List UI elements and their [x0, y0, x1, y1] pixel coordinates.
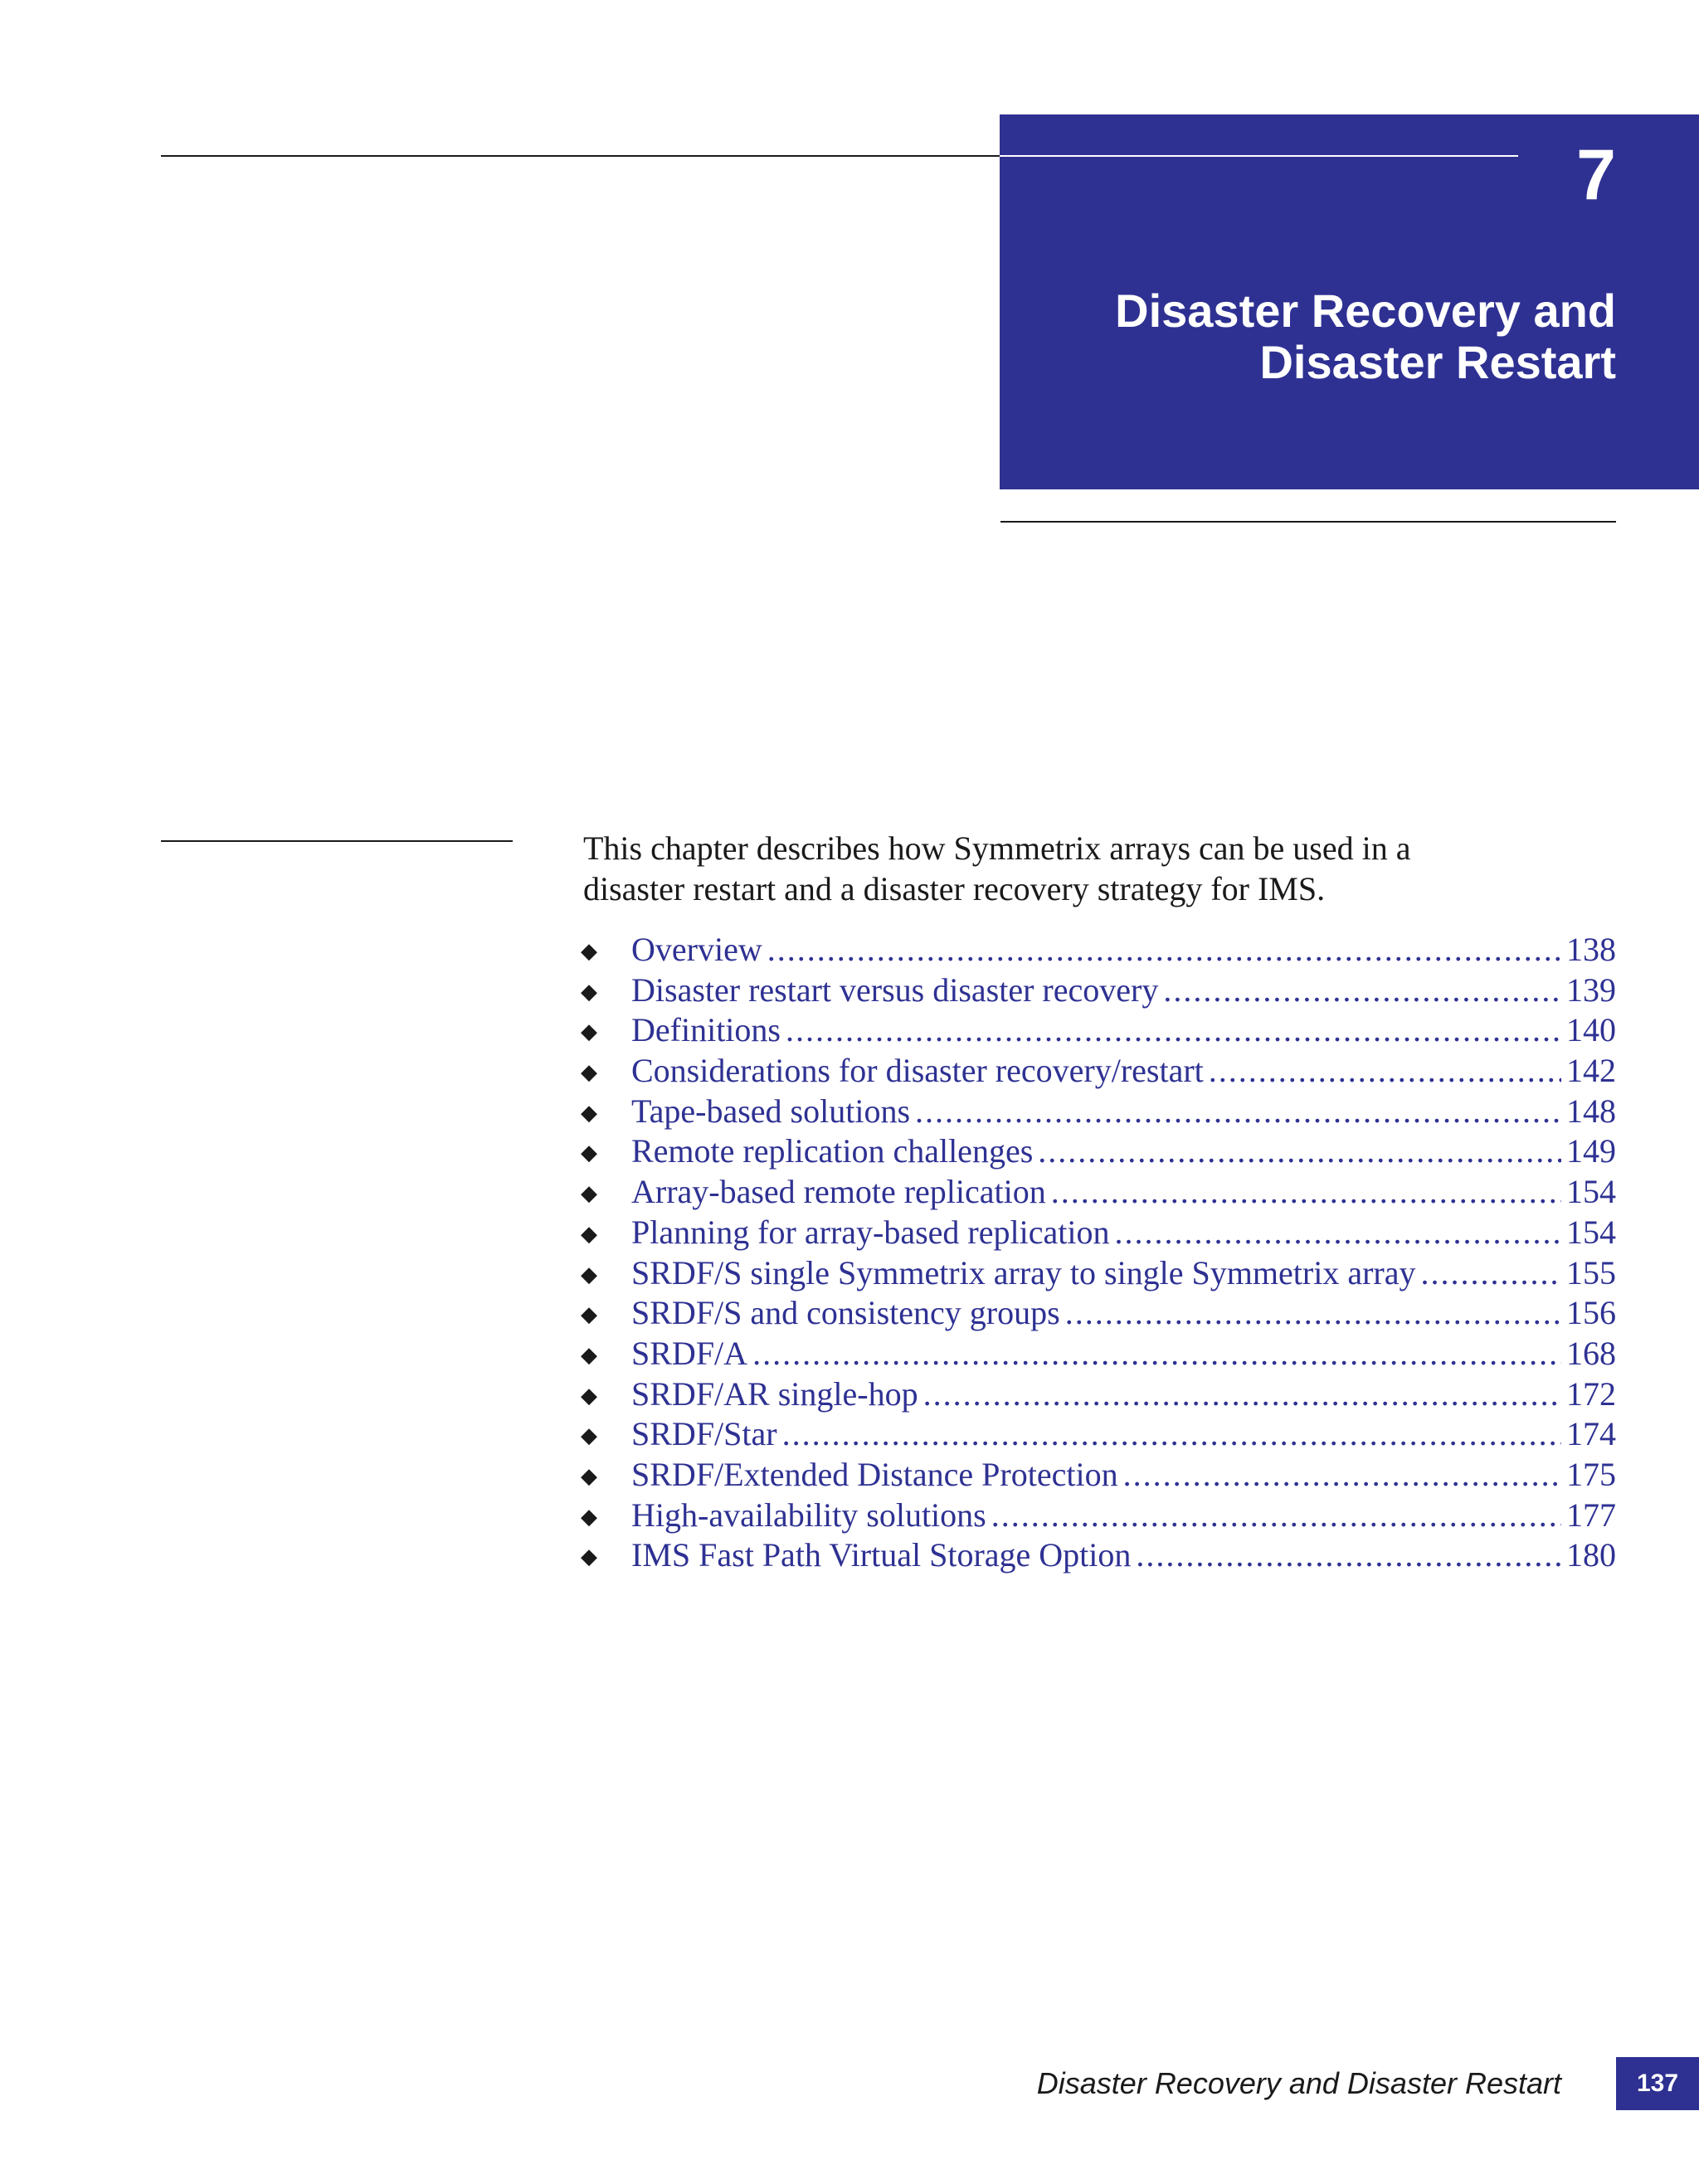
- chapter-banner: [1000, 114, 1699, 489]
- toc-item[interactable]: [581, 1535, 1616, 1576]
- toc-item-page[interactable]: 168: [1566, 1334, 1616, 1372]
- chapter-intro-line-2: disaster restart and a disaster recovery strategy for IMS.: [583, 870, 1326, 907]
- toc-item-page[interactable]: 154: [1566, 1213, 1616, 1251]
- diamond-bullet-icon: ◆: [581, 1221, 597, 1247]
- running-footer-title: Disaster Recovery and Disaster Restart: [1036, 2066, 1561, 2100]
- banner-rule: [1000, 155, 1518, 157]
- toc-item[interactable]: [581, 1334, 1616, 1374]
- diamond-bullet-icon: ◆: [581, 1342, 597, 1368]
- side-rule: [161, 840, 513, 842]
- diamond-bullet-icon: ◆: [581, 1302, 597, 1328]
- diamond-bullet-icon: ◆: [581, 979, 597, 1004]
- toc-item-label[interactable]: IMS Fast Path Virtual Storage Option: [631, 1536, 1132, 1574]
- diamond-bullet-icon: ◆: [581, 1141, 597, 1166]
- toc-leader-dots: [1038, 1131, 1561, 1171]
- diamond-bullet-icon: ◆: [581, 1463, 597, 1489]
- toc-item-label[interactable]: Tape-based solutions: [631, 1092, 911, 1130]
- toc-item-page[interactable]: 177: [1566, 1496, 1616, 1534]
- toc-leader-dots: [1136, 1535, 1561, 1575]
- toc-item-label[interactable]: Overview: [631, 931, 762, 968]
- toc-item-label[interactable]: Disaster restart versus disaster recovery: [631, 970, 1159, 1009]
- toc-item-label[interactable]: SRDF/S single Symmetrix array to single Symmetrix array: [631, 1253, 1416, 1291]
- toc-item-page[interactable]: 142: [1566, 1052, 1616, 1090]
- toc-leader-dots: [782, 1414, 1561, 1454]
- toc-item-page[interactable]: 175: [1566, 1455, 1616, 1493]
- toc-item[interactable]: [581, 1374, 1616, 1415]
- toc-leader-dots: [1114, 1213, 1561, 1253]
- toc-item[interactable]: [581, 1293, 1616, 1334]
- toc-item-page[interactable]: 139: [1566, 970, 1616, 1009]
- toc-item[interactable]: [581, 970, 1616, 1011]
- chapter-intro-line-1: This chapter describes how Symmetrix arrays can be used in a: [583, 829, 1411, 867]
- toc-item-label[interactable]: SRDF/S and consistency groups: [631, 1294, 1060, 1332]
- toc-item-page[interactable]: 155: [1566, 1253, 1616, 1291]
- toc-item[interactable]: [581, 930, 1616, 970]
- toc-item[interactable]: [581, 1455, 1616, 1496]
- toc-item-label[interactable]: SRDF/Extended Distance Protection: [631, 1455, 1118, 1493]
- toc-item[interactable]: [581, 1092, 1616, 1132]
- toc-leader-dots: [1163, 970, 1561, 1010]
- toc-item-page[interactable]: 148: [1566, 1092, 1616, 1130]
- toc-item-label[interactable]: Definitions: [631, 1011, 781, 1049]
- page-number-badge: 137: [1616, 2057, 1699, 2110]
- diamond-bullet-icon: ◆: [581, 1181, 597, 1207]
- toc-item-page[interactable]: 140: [1566, 1011, 1616, 1049]
- chapter-title: [1019, 285, 1616, 388]
- toc-leader-dots: [786, 1010, 1561, 1050]
- diamond-bullet-icon: ◆: [581, 1423, 597, 1449]
- chapter-contents: [581, 930, 1616, 1576]
- chapter-title-line-1: Disaster Recovery and: [1115, 285, 1616, 337]
- toc-item[interactable]: [581, 1213, 1616, 1253]
- toc-leader-dots: [991, 1496, 1561, 1535]
- toc-item-label[interactable]: SRDF/AR single-hop: [631, 1374, 918, 1413]
- toc-item-page[interactable]: 149: [1566, 1132, 1616, 1170]
- toc-item[interactable]: [581, 1051, 1616, 1092]
- banner-underline-rule: [1000, 521, 1616, 523]
- diamond-bullet-icon: ◆: [581, 939, 597, 964]
- toc-leader-dots: [1065, 1293, 1561, 1333]
- toc-item-label[interactable]: Array-based remote replication: [631, 1173, 1046, 1211]
- toc-item-label[interactable]: Remote replication challenges: [631, 1132, 1034, 1170]
- toc-item-label[interactable]: SRDF/A: [631, 1334, 748, 1372]
- toc-item-page[interactable]: 180: [1566, 1536, 1616, 1574]
- diamond-bullet-icon: ◆: [581, 1544, 597, 1570]
- diamond-bullet-icon: ◆: [581, 1019, 597, 1045]
- toc-leader-dots: [752, 1334, 1561, 1374]
- toc-item-page[interactable]: 174: [1566, 1415, 1616, 1453]
- diamond-bullet-icon: ◆: [581, 1262, 597, 1287]
- toc-item-label[interactable]: SRDF/Star: [631, 1415, 777, 1453]
- toc-item-label[interactable]: High-availability solutions: [631, 1496, 986, 1534]
- toc-item[interactable]: [581, 1414, 1616, 1455]
- diamond-bullet-icon: ◆: [581, 1060, 597, 1086]
- toc-leader-dots: [915, 1092, 1561, 1131]
- chapter-intro: [583, 828, 1579, 909]
- toc-item[interactable]: [581, 1253, 1616, 1294]
- toc-item[interactable]: [581, 1172, 1616, 1213]
- toc-item-label[interactable]: Considerations for disaster recovery/restart: [631, 1052, 1204, 1090]
- toc-item-label[interactable]: Planning for array-based replication: [631, 1213, 1110, 1251]
- toc-item-page[interactable]: 138: [1566, 931, 1616, 968]
- toc-item-page[interactable]: 154: [1566, 1173, 1616, 1211]
- toc-leader-dots: [1420, 1253, 1561, 1293]
- toc-item-page[interactable]: 156: [1566, 1294, 1616, 1332]
- toc-leader-dots: [1051, 1172, 1561, 1212]
- chapter-number: 7: [1576, 135, 1616, 215]
- diamond-bullet-icon: ◆: [581, 1383, 597, 1408]
- toc-item[interactable]: [581, 1010, 1616, 1051]
- toc-leader-dots: [1123, 1455, 1561, 1495]
- chapter-title-line-2: Disaster Restart: [1259, 336, 1616, 388]
- toc-item[interactable]: [581, 1131, 1616, 1172]
- toc-item-page[interactable]: 172: [1566, 1374, 1616, 1413]
- toc-leader-dots: [923, 1374, 1561, 1414]
- toc-item[interactable]: [581, 1496, 1616, 1536]
- diamond-bullet-icon: ◆: [581, 1100, 597, 1126]
- diamond-bullet-icon: ◆: [581, 1504, 597, 1530]
- toc-leader-dots: [767, 930, 1561, 970]
- toc-leader-dots: [1209, 1051, 1561, 1091]
